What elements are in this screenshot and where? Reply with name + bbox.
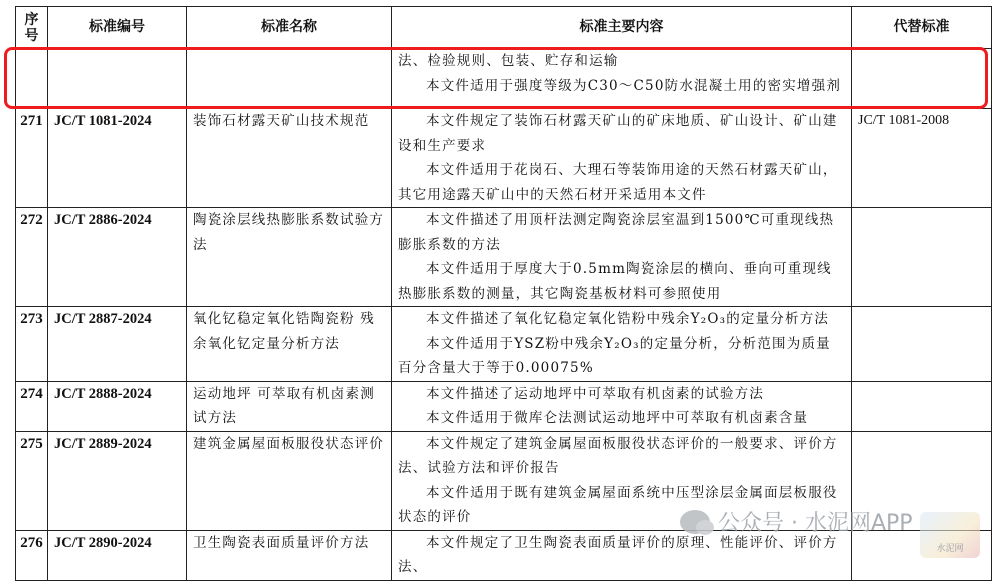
wechat-icon <box>680 510 710 534</box>
watermark-text: 公众号 · 水泥网APP <box>718 511 913 536</box>
standard-content <box>392 307 852 382</box>
table-row <box>16 109 992 208</box>
content-paragraph: 本文件适用于既有建筑金属屋面系统中压型涂层金属面层板服役状态的评价 <box>398 484 838 525</box>
continuation-line: 法、检验规则、包装、贮存和运输 <box>398 53 619 69</box>
table-row <box>16 530 992 580</box>
standard-code: JC/T 1081-2024 <box>48 109 187 208</box>
content-paragraph: 本文件适用于厚度大于0.5mm陶瓷涂层的横向、垂向可重现线热膨胀系数的测量，其它陶瓷基板材料可参照使用 <box>398 261 832 302</box>
content-paragraph: 本文件描述了运动地坪中可萃取有机卤素的试验方法 <box>426 385 765 402</box>
header-code: 标准编号 <box>48 7 187 49</box>
standard-name: 卫生陶瓷表面质量评价方法 <box>187 530 392 580</box>
standard-code: JC/T 2888-2024 <box>48 381 187 431</box>
replaced-standard <box>852 208 992 307</box>
standard-content <box>392 381 852 431</box>
table-row <box>16 307 992 382</box>
standard-content <box>392 208 852 307</box>
header-content: 标准主要内容 <box>392 7 852 49</box>
row-number: 273 <box>16 307 48 382</box>
row-number: 272 <box>16 208 48 307</box>
row-number: 276 <box>16 530 48 580</box>
content-paragraph: 本文件描述了氧化钇稳定氧化锆粉中残余Y₂O₃的定量分析方法 <box>426 311 830 327</box>
content-paragraph: 本文件适用于YSZ粉中残余Y₂O₃的定量分析，分析范围为质量百分含量大于等于0.00075% <box>398 335 831 376</box>
watermark-badge <box>920 512 980 558</box>
standard-name: 氧化钇稳定氧化锆陶瓷粉 残余氧化钇定量分析方法 <box>187 307 392 382</box>
content-paragraph: 本文件适用于花岗石、大理石等装饰用途的天然石材露天矿山，其它用途露天矿山中的天然石材开采适用本文件 <box>398 162 838 203</box>
replaced-standard <box>852 381 992 431</box>
standard-name: 建筑金属屋面板服役状态评价 <box>187 431 392 530</box>
content-paragraph: 本文件规定了装饰石材露天矿山的矿床地质、矿山设计、矿山建设和生产要求 <box>398 113 838 154</box>
row-number: 271 <box>16 109 48 208</box>
header-replaced: 代替标准 <box>852 7 992 49</box>
standard-name: 陶瓷涂层线热膨胀系数试验方法 <box>187 208 392 307</box>
replaced-standard <box>852 307 992 382</box>
watermark-badge-text: 水泥网 <box>936 544 964 554</box>
table-row <box>16 381 992 431</box>
content-paragraph: 本文件描述了用顶杆法测定陶瓷涂层室温到1500℃可重现线热膨胀系数的方法 <box>398 212 835 253</box>
standard-name: 装饰石材露天矿山技术规范 <box>187 109 392 208</box>
replaced-standard: JC/T 1081-2008 <box>852 109 992 208</box>
header-row <box>16 7 992 49</box>
red-highlight-box <box>4 47 988 109</box>
header-seq: 序号 <box>16 7 48 49</box>
standard-code: JC/T 2890-2024 <box>48 530 187 580</box>
table-row <box>16 208 992 307</box>
standard-name: 运动地坪 可萃取有机卤素测试方法 <box>187 381 392 431</box>
content-paragraph: 本文件规定了建筑金属屋面板服役状态评价的一般要求、评价方法、试验方法和评价报告 <box>398 435 838 476</box>
standard-code: JC/T 2886-2024 <box>48 208 187 307</box>
row-number: 275 <box>16 431 48 530</box>
content-paragraph: 本文件规定了卫生陶瓷表面质量评价的原理、性能评价、评价方法、 <box>398 534 838 575</box>
standard-code: JC/T 2889-2024 <box>48 431 187 530</box>
standard-code: JC/T 2887-2024 <box>48 307 187 382</box>
watermark <box>680 506 964 554</box>
continuation-line: 本文件适用于强度等级为C30～C50防水混凝土用的密实增强剂 <box>426 77 842 94</box>
standard-content <box>392 530 852 580</box>
standard-content <box>392 109 852 208</box>
row-number: 274 <box>16 381 48 431</box>
content-paragraph: 本文件适用于微库仑法测试运动地坪中可萃取有机卤素含量 <box>426 410 809 426</box>
header-name: 标准名称 <box>187 7 392 49</box>
